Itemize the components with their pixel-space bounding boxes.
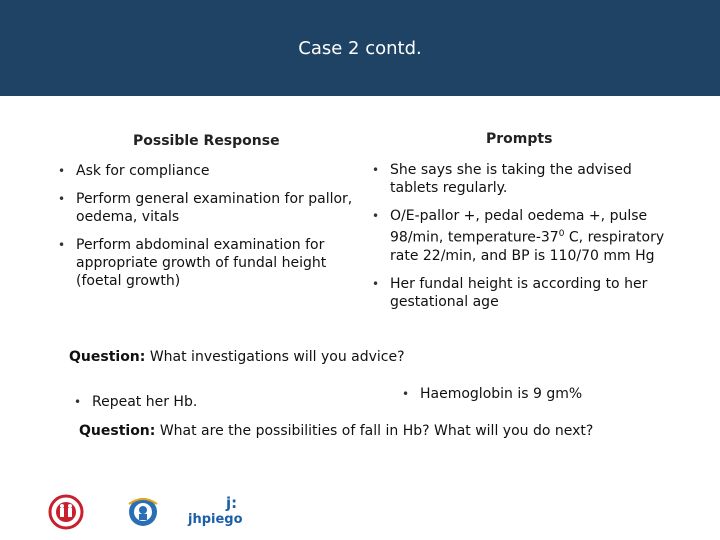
list-item: • Perform general examination for pallor, oedema, vitals — [56, 190, 356, 226]
degree-superscript: 0 — [558, 229, 565, 239]
jhpiego-logo — [188, 494, 248, 530]
list-item: • She says she is taking the advised tablets regularly. — [370, 161, 670, 197]
question-1-prompt — [400, 385, 660, 413]
list-item: • Ask for compliance — [56, 162, 356, 180]
possible-response-list — [56, 162, 356, 300]
prompts-heading: Prompts — [486, 131, 553, 147]
question-text: What are the possibilities of fall in Hb? What will you do next? — [155, 423, 594, 439]
jhpiego-wordmark: jhpiego — [188, 512, 243, 527]
question-label: Question: — [69, 349, 146, 365]
possible-response-heading: Possible Response — [133, 133, 280, 149]
question-label: Question: — [79, 423, 156, 439]
list-item: • Her fundal height is according to her gestational age — [370, 275, 670, 311]
slide-title: Case 2 contd. — [298, 38, 422, 59]
red-emblem-logo-icon — [46, 494, 86, 530]
question-1-response — [72, 393, 332, 421]
list-item: • Haemoglobin is 9 gm% — [400, 385, 660, 403]
vitals-text: O/E-pallor +, pedal oedema +, pulse 98/min, temperature-37 — [390, 208, 648, 246]
question-1 — [69, 349, 405, 365]
jhpiego-mark: j: — [226, 494, 238, 512]
vitals-tail-text: C, respiratory rate 22/min, and BP is 110/70 mm Hg — [390, 229, 665, 264]
prompts-list — [370, 161, 670, 321]
question-2 — [79, 423, 593, 439]
question-text: What investigations will you advice? — [145, 349, 405, 365]
list-item: • Perform abdominal examination for appropriate growth of fundal height (foetal growth) — [56, 236, 356, 290]
title-bar — [0, 0, 720, 96]
list-item — [370, 207, 670, 265]
blue-emblem-logo-icon — [124, 494, 162, 528]
list-item: • Repeat her Hb. — [72, 393, 332, 411]
